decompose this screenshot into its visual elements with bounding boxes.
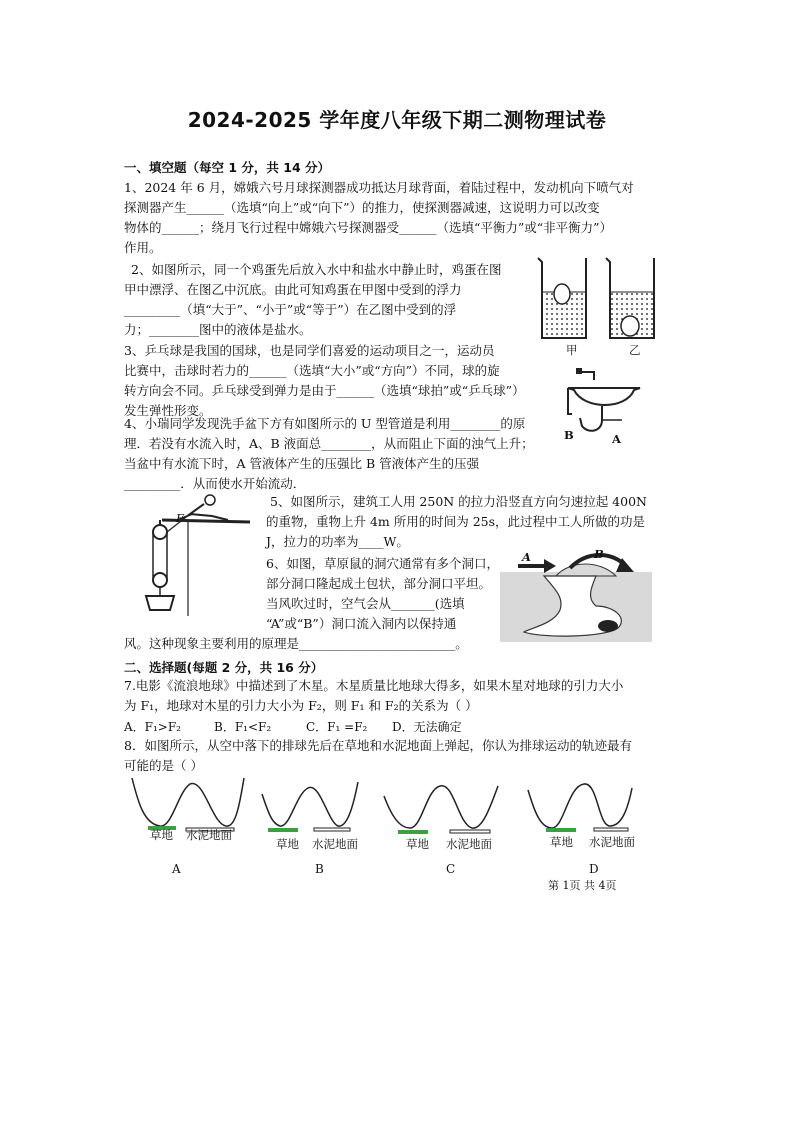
label-jia: 甲 xyxy=(566,343,578,357)
q8-option-c: C xyxy=(446,862,456,876)
q7-option-d: D．无法确定 xyxy=(392,720,462,734)
q3-line-3: 转方向会不同。乒乓球受到弹力是由于______（选填“球拍”或“乒乓球”） xyxy=(124,383,525,398)
page-title: 2024-2025 学年度八年级下期二测物理试卷 xyxy=(187,108,607,132)
label-hole-a: A xyxy=(522,550,531,564)
q7-option-a: A．F₁>F₂ xyxy=(124,720,181,734)
q8-option-a: A xyxy=(172,862,181,876)
label-pipe-a: A xyxy=(612,432,621,446)
q8-c-grass-label: 草地 xyxy=(406,837,429,851)
q4-line-1: 4、小瑞同学发现洗手盆下方有如图所示的 U 型管道是利用________的原 xyxy=(124,416,526,431)
q4-line-4: _________．从而使水开始流动． xyxy=(124,476,306,491)
pulley-figure xyxy=(132,492,250,616)
section2-heading: 二、选择题(每题 2 分，共 16 分） xyxy=(124,660,324,675)
trajectory-a xyxy=(132,778,244,831)
q1-line-3: 物体的______；绕月飞行过程中嫦娥六号探测器受______（选填“平衡力”或“非平衡力”） xyxy=(124,220,613,235)
q1-line-2: 探测器产生______（选填“向上”或“向下”）的推力，使探测器减速，这说明力可以改变 xyxy=(124,200,600,215)
q7-option-c: C．F₁ =F₂ xyxy=(306,720,368,734)
q8-option-d: D xyxy=(589,862,599,876)
q8-line-1: 8．如图所示，从空中落下的排球先后在草地和水泥地面上弹起，你认为排球运动的轨迹最有 xyxy=(124,738,632,753)
q8-b-grass-label: 草地 xyxy=(276,837,299,851)
egg-sinking xyxy=(621,316,639,336)
trajectory-d xyxy=(528,784,632,832)
page-footer: 第 1页 共 4页 xyxy=(548,879,617,892)
q8-b-cement-label: 水泥地面 xyxy=(312,837,358,851)
trajectory-b xyxy=(262,782,358,832)
beaker-yi xyxy=(606,258,654,338)
q8-option-b: B xyxy=(315,862,324,876)
q6-line-1: 6、如图，草原鼠的洞穴通常有多个洞口， xyxy=(266,556,499,571)
q6-line-2: 部分洞口隆起成土包状，部分洞口平坦。 xyxy=(266,576,492,591)
q7-line-1: 7.电影《流浪地球》中描述到了木星。木星质量比地球大得多，如果木星对地球的引力大小 xyxy=(124,678,624,693)
q3-line-2: 比赛中，击球时若力的______（选填“大小”或“方向”）不同，球的旋 xyxy=(124,363,500,378)
q2-line-2: 甲中漂浮、在图乙中沉底。由此可知鸡蛋在甲图中受到的浮力 xyxy=(124,282,462,297)
q8-d-cement-label: 水泥地面 xyxy=(589,835,635,849)
q2-line-3: _________（填“大于”、“小于”或“等于”）在乙图中受到的浮 xyxy=(124,302,457,317)
egg-floating xyxy=(554,284,570,304)
q7-line-2: 为 F₁，地球对木星的引力大小为 F₂，则 F₁ 和 F₂的关系为（ ） xyxy=(124,698,478,713)
q6-line-5: 风。这种现象主要利用的原理是_________________________。 xyxy=(124,636,468,651)
q4-line-3: 当盆中有水流下时，A 管液体产生的压强比 B 管液体产生的压强 xyxy=(124,456,480,471)
q5-line-2: 的重物，重物上升 4m 所用的时间为 25s，此过程中工人所做的功是 xyxy=(266,514,646,529)
label-force-f: F xyxy=(176,511,184,525)
label-yi: 乙 xyxy=(629,343,641,357)
q4-line-2: 理．若没有水流入时，A、B 液面总________，从而阻止下面的浊气上升； xyxy=(124,436,534,451)
sink-figure xyxy=(564,366,644,448)
q3-line-1: 3、乒乓球是我国的国球，也是同学们喜爱的运动项目之一，运动员 xyxy=(124,343,495,358)
q8-line-2: 可能的是（ ） xyxy=(124,758,203,773)
q8-a-grass-label: 草地 xyxy=(150,828,173,842)
q7-option-b: B．F₁<F₂ xyxy=(214,720,272,734)
trajectory-figures xyxy=(128,772,648,834)
q1-line-1: 1、2024 年 6 月，嫦娥六号月球探测器成功抵达月球背面，着陆过程中，发动机向下喷气对 xyxy=(124,180,634,195)
q2-line-4: 力；________图中的液体是盐水。 xyxy=(124,322,312,337)
section1-heading: 一、填空题（每空 1 分，共 14 分） xyxy=(124,160,331,175)
beakers-figure xyxy=(530,252,675,364)
q1-line-4: 作用。 xyxy=(124,240,162,255)
q3-line-4: 发生弹性形变。 xyxy=(124,403,212,418)
q5-line-1: 5、如图所示，建筑工人用 250N 的拉力沿竖直方向匀速拉起 400N xyxy=(270,494,647,509)
q6-line-3: 当风吹过时，空气会从_______(选填 xyxy=(266,596,465,611)
q8-c-cement-label: 水泥地面 xyxy=(446,837,492,851)
q8-d-grass-label: 草地 xyxy=(550,835,573,849)
beaker-jia xyxy=(538,258,586,338)
q2-line-1: 2、如图所示，同一个鸡蛋先后放入水中和盐水中静止时，鸡蛋在图 xyxy=(131,262,502,277)
label-hole-b: B xyxy=(594,547,604,561)
label-pipe-b: B xyxy=(564,428,574,442)
q6-line-4: “A”或“B”）洞口流入洞内以保持通 xyxy=(266,616,457,631)
trajectory-c xyxy=(384,786,498,834)
q5-line-3: J，拉力的功率为____W。 xyxy=(266,534,409,549)
q8-a-cement-label: 水泥地面 xyxy=(186,828,232,842)
